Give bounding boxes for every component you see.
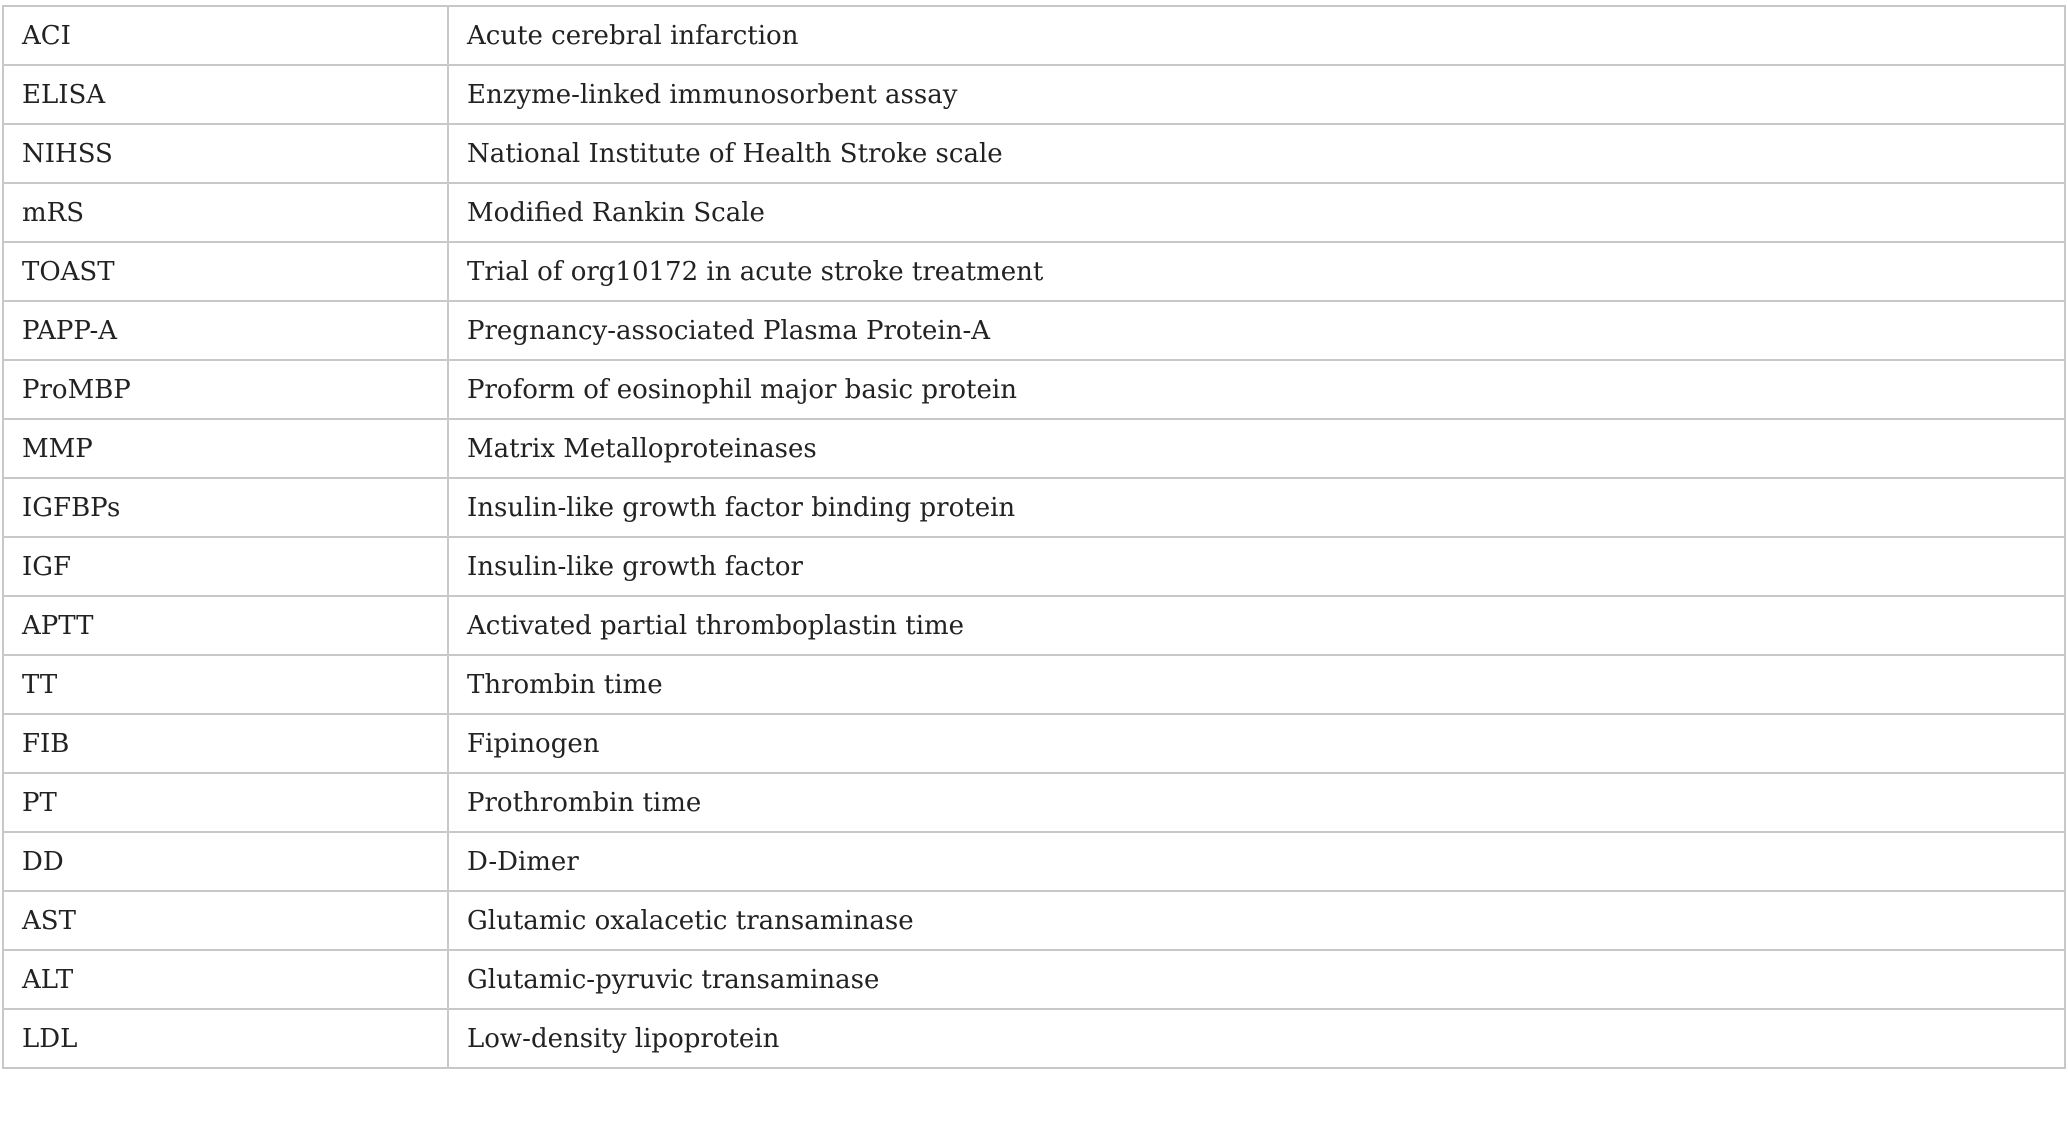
definition-cell: Insulin-like growth factor binding protein [448, 478, 2065, 537]
definition-cell: Low-density lipoprotein [448, 1009, 2065, 1068]
abbreviations-table-body [3, 6, 2065, 1068]
table-row [3, 419, 2065, 478]
definition-cell: D-Dimer [448, 832, 2065, 891]
abbreviation-cell: PAPP-A [3, 301, 448, 360]
definition-cell: Acute cerebral infarction [448, 6, 2065, 65]
abbreviation-cell: NIHSS [3, 124, 448, 183]
abbreviation-cell: TOAST [3, 242, 448, 301]
abbreviation-cell: ACI [3, 6, 448, 65]
table-row [3, 6, 2065, 65]
abbreviation-cell: ELISA [3, 65, 448, 124]
table-row [3, 183, 2065, 242]
definition-cell: Modified Rankin Scale [448, 183, 2065, 242]
table-row [3, 596, 2065, 655]
definition-cell: Glutamic oxalacetic transaminase [448, 891, 2065, 950]
abbreviation-cell: IGF [3, 537, 448, 596]
table-row [3, 537, 2065, 596]
abbreviation-cell: PT [3, 773, 448, 832]
abbreviation-cell: ALT [3, 950, 448, 1009]
table-row [3, 655, 2065, 714]
definition-cell: Activated partial thromboplastin time [448, 596, 2065, 655]
table-row [3, 1009, 2065, 1068]
abbreviation-cell: IGFBPs [3, 478, 448, 537]
table-row [3, 773, 2065, 832]
abbreviation-cell: AST [3, 891, 448, 950]
abbreviation-cell: APTT [3, 596, 448, 655]
table-row [3, 832, 2065, 891]
definition-cell: Prothrombin time [448, 773, 2065, 832]
table-row [3, 714, 2065, 773]
abbreviation-cell: LDL [3, 1009, 448, 1068]
abbreviation-cell: TT [3, 655, 448, 714]
table-row [3, 242, 2065, 301]
abbreviations-table [2, 5, 2066, 1069]
definition-cell: Proform of eosinophil major basic protein [448, 360, 2065, 419]
table-row [3, 478, 2065, 537]
table-row [3, 360, 2065, 419]
abbreviation-cell: mRS [3, 183, 448, 242]
table-row [3, 124, 2065, 183]
definition-cell: National Institute of Health Stroke scale [448, 124, 2065, 183]
abbreviations-table-container [2, 5, 2066, 1069]
definition-cell: Glutamic-pyruvic transaminase [448, 950, 2065, 1009]
abbreviation-cell: ProMBP [3, 360, 448, 419]
table-row [3, 301, 2065, 360]
abbreviation-cell: DD [3, 832, 448, 891]
table-row [3, 891, 2065, 950]
abbreviation-cell: FIB [3, 714, 448, 773]
abbreviation-cell: MMP [3, 419, 448, 478]
definition-cell: Trial of org10172 in acute stroke treatment [448, 242, 2065, 301]
definition-cell: Insulin-like growth factor [448, 537, 2065, 596]
table-row [3, 950, 2065, 1009]
definition-cell: Fipinogen [448, 714, 2065, 773]
definition-cell: Matrix Metalloproteinases [448, 419, 2065, 478]
definition-cell: Enzyme-linked immunosorbent assay [448, 65, 2065, 124]
definition-cell: Pregnancy-associated Plasma Protein-A [448, 301, 2065, 360]
table-row [3, 65, 2065, 124]
definition-cell: Thrombin time [448, 655, 2065, 714]
